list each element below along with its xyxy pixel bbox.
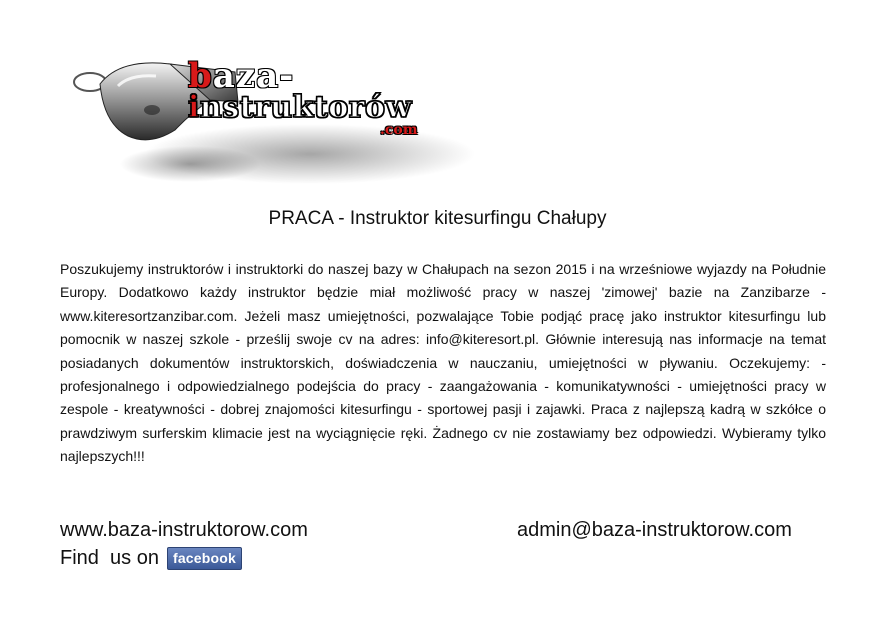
website-link[interactable]: www.baza-instruktorow.com <box>60 519 308 541</box>
logo-text-line1: baza- <box>188 56 295 96</box>
find-us-label: Find us on <box>60 547 159 569</box>
find-us-row <box>60 547 242 570</box>
facebook-button[interactable]: facebook <box>167 547 242 570</box>
job-description: Poszukujemy instruktorów i instruktorki do naszej bazy w Chałupach na sezon 2015 i na wrześniowe wyjazdy na Południe Europy. Dodatkowo każdy instruktor będzie miał możliwość pracy w naszej 'zimowej' bazie na Zanzibarze - www.kiteresortzanzibar.com. Jeżeli masz umiejętności, pozwalające Tobie podjąć pracę jako instruktor kitesurfingu lub pomocnik w naszej szkole - prześlij swoje cv na adres: info@kiteresort.pl. Głównie interesują nas informacje na temat posiadanych dokumentów instruktorskich, doświadczenia w nauczaniu, umiejętności w pływaniu. Oczekujemy: - profesjonalnego i odpowiedzialnego podejścia do pracy - zaangażowania - komunikatywności - umiejętności pracy w zespole - kreatywności - dobrej znajomości kitesurfingu - sportowej pasji i zajawki. Praca z najlepszą kadrą w szkółce o prawdziwym surferskim klimacie jest na wyciągnięcie ręki. Żadnego cv nie zostawiamy bez odpowiedzi. Wybieramy tylko najlepszych!!! <box>60 261 826 465</box>
page-title: PRACA - Instruktor kitesurfingu Chałupy <box>268 208 607 229</box>
logo-text-line2: instruktorów <box>188 90 412 125</box>
logo-text-domain: .com <box>380 122 418 138</box>
email-link[interactable]: admin@baza-instruktorow.com <box>517 519 792 541</box>
site-logo[interactable] <box>60 44 480 194</box>
